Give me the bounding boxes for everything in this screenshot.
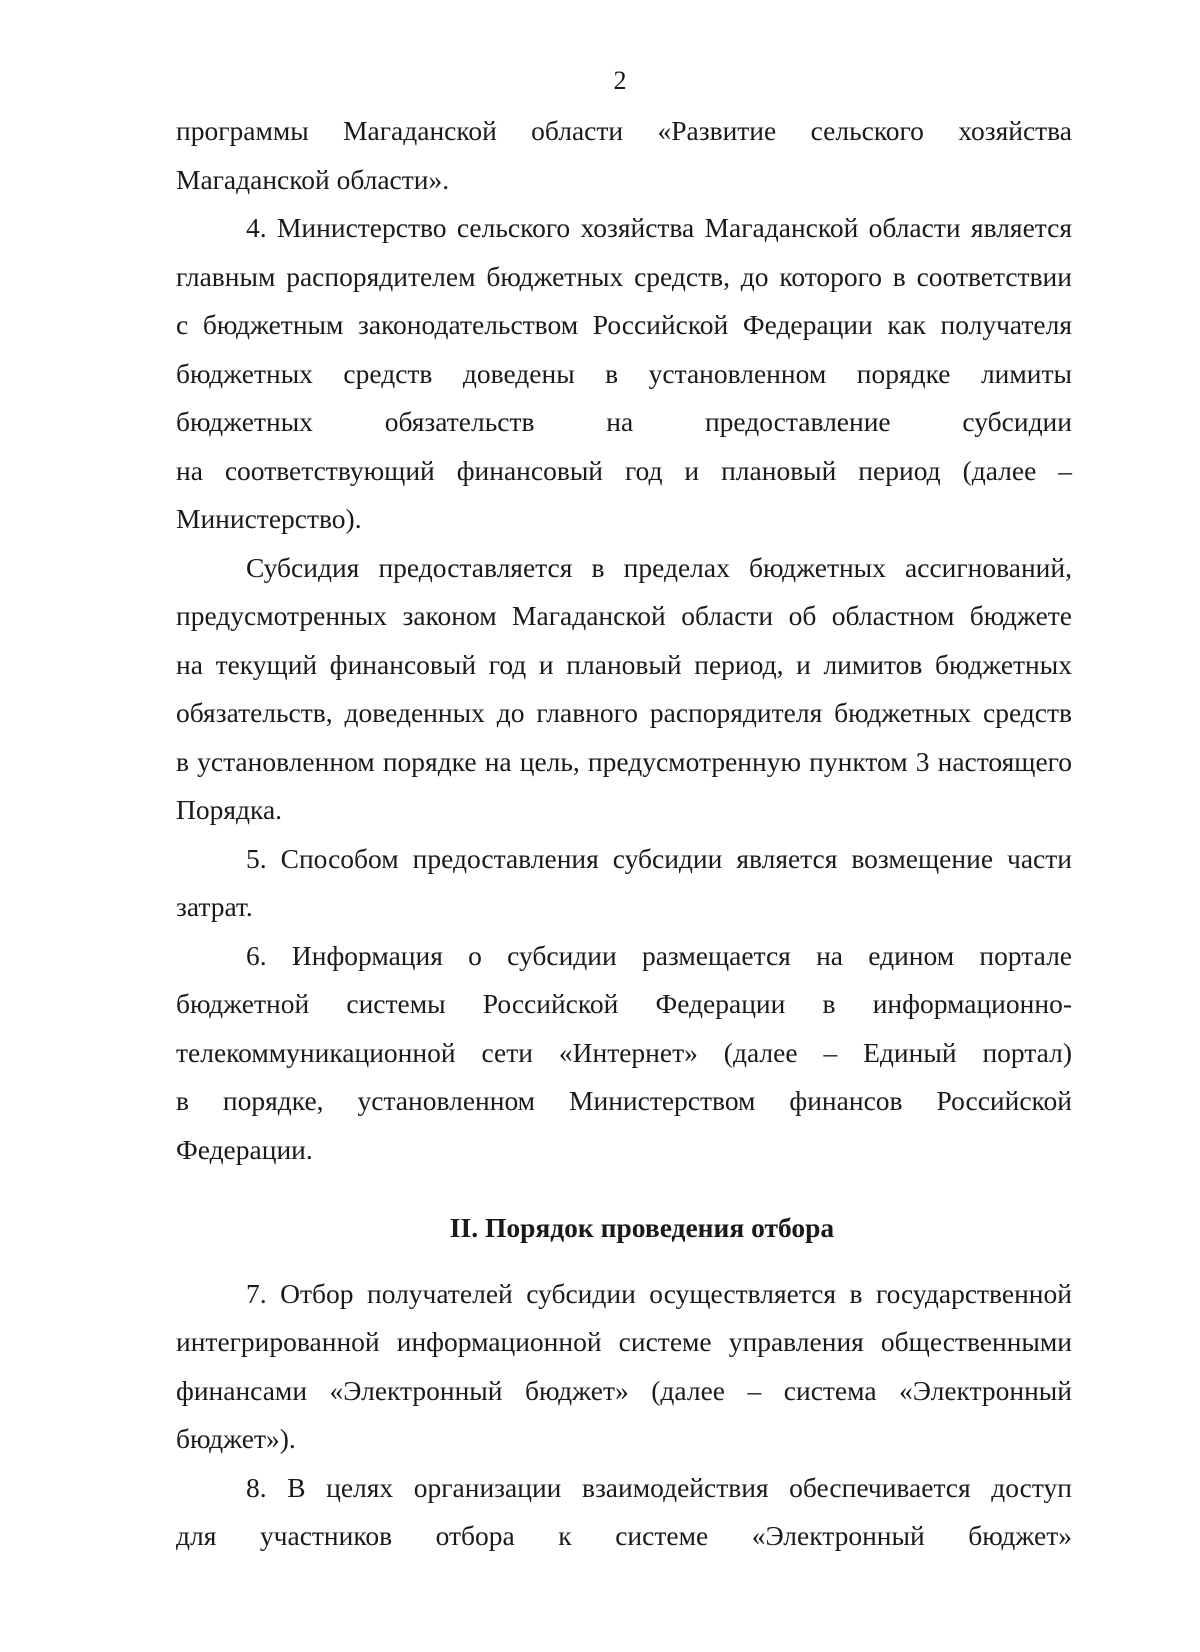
text-line: бюджетных средств доведены в установленном порядке лимиты	[176, 357, 1072, 389]
text-line: Федерации.	[176, 1133, 313, 1165]
text-line: предусмотренных законом Магаданской области об областном бюджете	[176, 600, 1072, 631]
subsidy-paragraph-line: Субсидия предоставляется в пределах бюджетных ассигнований,	[246, 551, 1072, 583]
text-line: на текущий финансовый год и плановый период, и лимитов бюджетных	[176, 648, 1072, 680]
text-line: бюджетных обязательств на предоставление субсидии	[176, 406, 1072, 437]
text-line: интегрированной информационной системе управления общественными	[176, 1326, 1072, 1357]
text-line: на соответствующий финансовый год и плановый период (далее –	[176, 454, 1072, 486]
text-line: программы Магаданской области «Развитие сельского хозяйства	[176, 115, 1072, 146]
text-line: бюджет»).	[176, 1423, 296, 1454]
document-body	[176, 107, 1072, 1561]
text-line: для участников отбора к системе «Электронный бюджет»	[176, 1520, 1072, 1551]
text-line: в установленном порядке на цель, предусмотренную пунктом 3 настоящего	[176, 745, 1072, 777]
paragraph-5-line: 5. Способом предоставления субсидии является возмещение части	[246, 842, 1072, 874]
text-line: Министерство).	[176, 503, 362, 534]
text-line: в порядке, установленном Министерством финансов Российской	[176, 1085, 1072, 1116]
text-line: Порядка.	[176, 794, 283, 825]
paragraph-6-line: 6. Информация о субсидии размещается на едином портале	[246, 939, 1072, 971]
text-line: телекоммуникационной сети «Интернет» (далее – Единый портал)	[176, 1036, 1072, 1068]
paragraph-4-line: 4. Министерство сельского хозяйства Магаданской области является	[246, 212, 1072, 243]
text-line: обязательств, доведенных до главного распорядителя бюджетных средств	[176, 697, 1072, 728]
text-line: главным распорядителем бюджетных средств, до которого в соответствии	[176, 260, 1072, 292]
paragraph-7-line: 7. Отбор получателей субсидии осуществляется в государственной	[246, 1277, 1072, 1309]
text-line: бюджетной системы Российской Федерации в информационно-	[176, 988, 1072, 1019]
paragraph-8-line: 8. В целях организации взаимодействия обеспечивается доступ	[246, 1471, 1072, 1503]
section-heading: II. Порядок проведения отбора	[449, 1212, 835, 1243]
text-line: финансами «Электронный бюджет» (далее – система «Электронный	[176, 1374, 1072, 1406]
page-number: 2	[613, 66, 627, 95]
text-line: Магаданской области».	[176, 163, 450, 195]
text-line: с бюджетным законодательством Российской Федерации как получателя	[176, 309, 1072, 340]
text-line: затрат.	[176, 891, 253, 922]
